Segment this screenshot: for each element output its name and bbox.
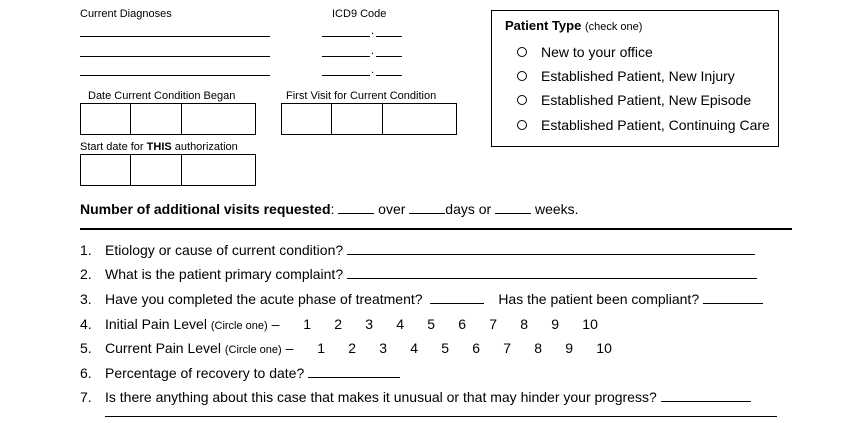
- icd9-dot: .: [371, 64, 375, 76]
- visits-count-field[interactable]: [338, 201, 374, 214]
- initial-pain-scale[interactable]: 1 2 3 4 5 6 7 8 9 10: [303, 316, 598, 332]
- current-diagnoses-label: Current Diagnoses: [80, 8, 172, 20]
- question-5: 5. Current Pain Level (Circle one) – 1 2 3 4 5 6 7 8 9 10: [80, 340, 627, 356]
- unusual-case-continuation-line[interactable]: [105, 416, 777, 417]
- etiology-field[interactable]: [347, 242, 755, 255]
- radio-button-icon[interactable]: [517, 120, 527, 130]
- start-date-label: Start date for THIS authorization: [80, 141, 238, 153]
- question-7: 7. Is there anything about this case that makes it unusual or that may hinder your progress?: [80, 389, 751, 405]
- icd9-dot: .: [371, 25, 375, 37]
- patient-type-option-continuing-care[interactable]: Established Patient, Continuing Care: [517, 117, 770, 133]
- diagnosis-line-1[interactable]: [80, 36, 270, 37]
- radio-button-icon[interactable]: [517, 47, 527, 57]
- question-6: 6. Percentage of recovery to date?: [80, 365, 400, 381]
- acute-phase-field[interactable]: [430, 291, 484, 304]
- date-condition-began-field[interactable]: [80, 103, 256, 135]
- first-visit-date-field[interactable]: [281, 103, 457, 135]
- patient-type-option-new-episode[interactable]: Established Patient, New Episode: [517, 92, 751, 108]
- first-visit-label: First Visit for Current Condition: [286, 90, 437, 102]
- visits-weeks-field[interactable]: [495, 201, 531, 214]
- patient-type-box: [491, 10, 779, 147]
- question-3: 3. Have you completed the acute phase of treatment? Has the patient been compliant?: [80, 291, 763, 307]
- current-pain-scale[interactable]: 1 2 3 4 5 6 7 8 9 10: [317, 340, 612, 356]
- question-4: 4. Initial Pain Level (Circle one) – 1 2 3 4 5 6 7 8 9 10: [80, 316, 613, 332]
- question-1: 1. Etiology or cause of current condition?: [80, 242, 755, 258]
- section-divider: [80, 228, 792, 230]
- visits-requested-row: Number of additional visits requested: over days or weeks.: [80, 201, 579, 217]
- patient-type-title: Patient Type (check one): [505, 18, 643, 33]
- start-date-field[interactable]: [80, 154, 256, 186]
- diagnosis-line-2[interactable]: [80, 56, 270, 57]
- compliant-field[interactable]: [703, 291, 763, 304]
- primary-complaint-field[interactable]: [347, 266, 757, 279]
- patient-type-option-new-injury[interactable]: Established Patient, New Injury: [517, 68, 735, 84]
- icd9-code-label: ICD9 Code: [332, 8, 387, 20]
- radio-button-icon[interactable]: [517, 95, 527, 105]
- recovery-percentage-field[interactable]: [308, 365, 400, 378]
- patient-type-option-new[interactable]: New to your office: [517, 44, 653, 60]
- visits-days-field[interactable]: [409, 201, 445, 214]
- unusual-case-field[interactable]: [661, 389, 751, 402]
- icd9-dot: .: [371, 45, 375, 57]
- diagnosis-line-3[interactable]: [80, 75, 270, 76]
- date-condition-began-label: Date Current Condition Began: [88, 90, 236, 102]
- radio-button-icon[interactable]: [517, 71, 527, 81]
- question-2: 2. What is the patient primary complaint?: [80, 266, 757, 282]
